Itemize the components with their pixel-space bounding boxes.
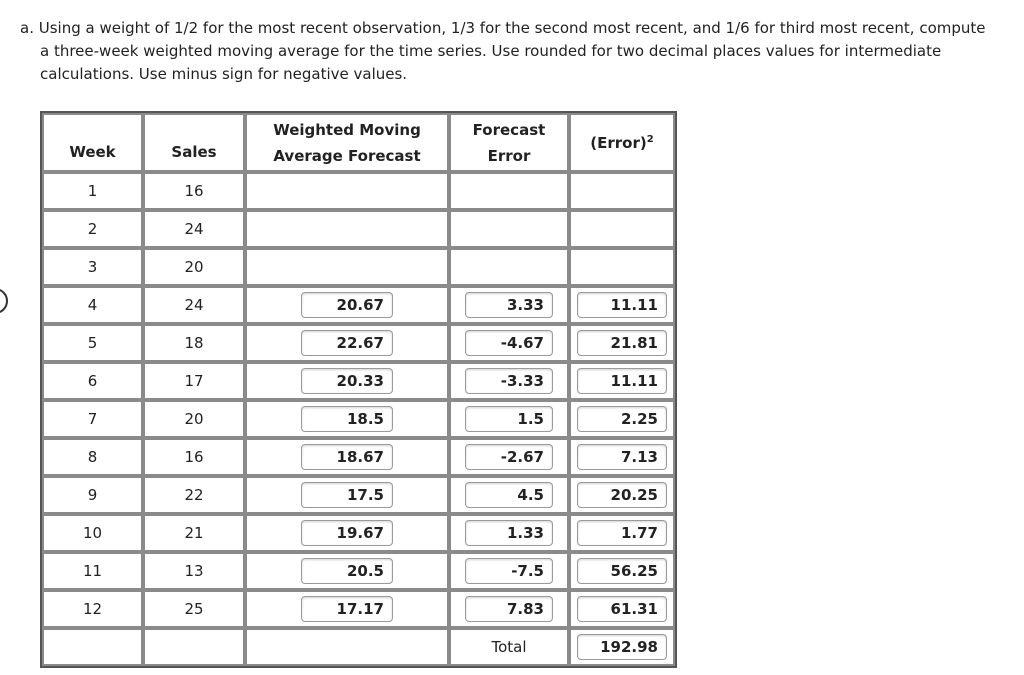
error-squared-cell bbox=[569, 324, 675, 362]
error-squared-cell bbox=[569, 362, 675, 400]
weighted-moving-average-table bbox=[40, 111, 677, 668]
error-squared-input[interactable]: 11.11 bbox=[577, 368, 667, 394]
error-cell bbox=[449, 248, 569, 286]
sales-cell bbox=[143, 172, 245, 210]
wma-cell bbox=[245, 514, 449, 552]
header-sales: Sales bbox=[143, 113, 245, 172]
error-squared-cell bbox=[569, 590, 675, 628]
sales-value: 18 bbox=[184, 334, 204, 352]
sales-cell bbox=[143, 362, 245, 400]
forecast-error-input[interactable]: -4.67 bbox=[465, 330, 553, 356]
error-cell bbox=[449, 476, 569, 514]
week-value: 9 bbox=[87, 486, 98, 504]
error-squared-cell bbox=[569, 438, 675, 476]
wma-cell bbox=[245, 590, 449, 628]
error-cell bbox=[449, 552, 569, 590]
wma-input[interactable]: 20.67 bbox=[301, 292, 393, 318]
forecast-error-input[interactable]: -3.33 bbox=[465, 368, 553, 394]
error-squared-input[interactable]: 56.25 bbox=[577, 558, 667, 584]
total-error-squared-input[interactable]: 192.98 bbox=[577, 634, 667, 660]
forecast-error-input[interactable]: 7.83 bbox=[465, 596, 553, 622]
table-row bbox=[42, 400, 675, 438]
question-line-3: calculations. Use minus sign for negative values. bbox=[40, 65, 408, 83]
week-value: 5 bbox=[87, 334, 98, 352]
error-squared-cell bbox=[569, 210, 675, 248]
table-row bbox=[42, 476, 675, 514]
sales-value: 16 bbox=[184, 448, 204, 466]
sales-value: 17 bbox=[184, 372, 204, 390]
error-cell bbox=[449, 362, 569, 400]
wma-cell bbox=[245, 286, 449, 324]
sales-value: 13 bbox=[184, 562, 204, 580]
table-row bbox=[42, 286, 675, 324]
error-squared-input[interactable]: 1.77 bbox=[577, 520, 667, 546]
wma-input[interactable]: 20.33 bbox=[301, 368, 393, 394]
forecast-error-input[interactable]: 1.33 bbox=[465, 520, 553, 546]
wma-cell bbox=[245, 172, 449, 210]
wma-input[interactable]: 18.5 bbox=[301, 406, 393, 432]
empty-cell bbox=[42, 628, 143, 666]
week-value: 2 bbox=[87, 220, 98, 238]
wma-input[interactable]: 18.67 bbox=[301, 444, 393, 470]
error-squared-cell bbox=[569, 248, 675, 286]
header-forecast-error: Forecast Error bbox=[449, 113, 569, 172]
error-squared-input[interactable]: 11.11 bbox=[577, 292, 667, 318]
week-cell bbox=[42, 438, 143, 476]
week-value: 7 bbox=[87, 410, 98, 428]
wma-cell bbox=[245, 438, 449, 476]
table-row bbox=[42, 438, 675, 476]
sales-cell bbox=[143, 248, 245, 286]
wma-cell bbox=[245, 248, 449, 286]
error-cell bbox=[449, 400, 569, 438]
error-cell bbox=[449, 210, 569, 248]
question-text bbox=[20, 17, 1020, 86]
week-cell bbox=[42, 400, 143, 438]
sales-cell bbox=[143, 590, 245, 628]
table-row bbox=[42, 248, 675, 286]
week-cell bbox=[42, 286, 143, 324]
total-row bbox=[42, 628, 675, 666]
week-value: 10 bbox=[82, 524, 103, 542]
sales-value: 20 bbox=[184, 410, 204, 428]
week-value: 12 bbox=[82, 600, 103, 618]
error-squared-cell bbox=[569, 172, 675, 210]
sales-cell bbox=[143, 324, 245, 362]
week-cell bbox=[42, 210, 143, 248]
sales-cell bbox=[143, 400, 245, 438]
forecast-error-input[interactable]: -2.67 bbox=[465, 444, 553, 470]
question-line-1: a. Using a weight of 1/2 for the most recent observation, 1/3 for the second most recent, and 1/6 for third most recent, compute bbox=[20, 19, 986, 37]
cut-off-circle-icon bbox=[0, 288, 8, 314]
wma-cell bbox=[245, 476, 449, 514]
table-row bbox=[42, 172, 675, 210]
wma-input[interactable]: 17.5 bbox=[301, 482, 393, 508]
wma-input[interactable]: 22.67 bbox=[301, 330, 393, 356]
sales-value: 20 bbox=[184, 258, 204, 276]
week-value: 6 bbox=[87, 372, 98, 390]
wma-cell bbox=[245, 400, 449, 438]
error-squared-input[interactable]: 21.81 bbox=[577, 330, 667, 356]
error-squared-cell bbox=[569, 476, 675, 514]
week-cell bbox=[42, 362, 143, 400]
error-squared-cell bbox=[569, 286, 675, 324]
error-squared-cell bbox=[569, 400, 675, 438]
week-cell bbox=[42, 590, 143, 628]
error-cell bbox=[449, 590, 569, 628]
table-row bbox=[42, 514, 675, 552]
error-squared-input[interactable]: 7.13 bbox=[577, 444, 667, 470]
forecast-error-input[interactable]: -7.5 bbox=[465, 558, 553, 584]
forecast-error-input[interactable]: 4.5 bbox=[465, 482, 553, 508]
total-value-cell bbox=[569, 628, 675, 666]
error-squared-cell bbox=[569, 514, 675, 552]
table-header-row bbox=[42, 113, 675, 172]
empty-cell bbox=[245, 628, 449, 666]
header-error-squared: (Error)$^2$ bbox=[569, 113, 675, 172]
week-cell bbox=[42, 248, 143, 286]
wma-cell bbox=[245, 324, 449, 362]
sales-cell bbox=[143, 438, 245, 476]
sales-value: 21 bbox=[184, 524, 204, 542]
wma-cell bbox=[245, 552, 449, 590]
wma-input[interactable]: 20.5 bbox=[301, 558, 393, 584]
error-squared-input[interactable]: 20.25 bbox=[577, 482, 667, 508]
sales-value: 22 bbox=[184, 486, 204, 504]
week-cell bbox=[42, 324, 143, 362]
week-value: 4 bbox=[87, 296, 98, 314]
sales-cell bbox=[143, 552, 245, 590]
wma-cell bbox=[245, 362, 449, 400]
week-value: 8 bbox=[87, 448, 98, 466]
sales-cell bbox=[143, 514, 245, 552]
question-line-2: a three-week weighted moving average for the time series. Use rounded for two decimal places values for intermediate bbox=[40, 42, 942, 60]
week-cell bbox=[42, 476, 143, 514]
wma-input[interactable]: 17.17 bbox=[301, 596, 393, 622]
error-squared-cell bbox=[569, 552, 675, 590]
error-cell bbox=[449, 438, 569, 476]
total-label: Total bbox=[491, 638, 527, 656]
week-value: 1 bbox=[87, 182, 98, 200]
error-cell bbox=[449, 514, 569, 552]
sales-cell bbox=[143, 210, 245, 248]
week-cell bbox=[42, 172, 143, 210]
table-row bbox=[42, 362, 675, 400]
sales-value: 24 bbox=[184, 296, 204, 314]
error-squared-input[interactable]: 2.25 bbox=[577, 406, 667, 432]
error-cell bbox=[449, 286, 569, 324]
wma-input[interactable]: 19.67 bbox=[301, 520, 393, 546]
sales-value: 25 bbox=[184, 600, 204, 618]
sales-value: 16 bbox=[184, 182, 204, 200]
table-row bbox=[42, 324, 675, 362]
sales-cell bbox=[143, 286, 245, 324]
header-weighted-moving-average: Weighted Moving Average Forecast bbox=[245, 113, 449, 172]
table-row bbox=[42, 552, 675, 590]
table-row bbox=[42, 590, 675, 628]
week-value: 3 bbox=[87, 258, 98, 276]
error-cell bbox=[449, 172, 569, 210]
error-cell bbox=[449, 324, 569, 362]
wma-cell bbox=[245, 210, 449, 248]
forecast-error-input[interactable]: 3.33 bbox=[465, 292, 553, 318]
error-squared-input[interactable]: 61.31 bbox=[577, 596, 667, 622]
forecast-error-input[interactable]: 1.5 bbox=[465, 406, 553, 432]
sales-value: 24 bbox=[184, 220, 204, 238]
week-cell bbox=[42, 552, 143, 590]
empty-cell bbox=[143, 628, 245, 666]
week-cell bbox=[42, 514, 143, 552]
sales-cell bbox=[143, 476, 245, 514]
header-week: Week bbox=[42, 113, 143, 172]
total-label-cell bbox=[449, 628, 569, 666]
week-value: 11 bbox=[82, 562, 103, 580]
table-row bbox=[42, 210, 675, 248]
